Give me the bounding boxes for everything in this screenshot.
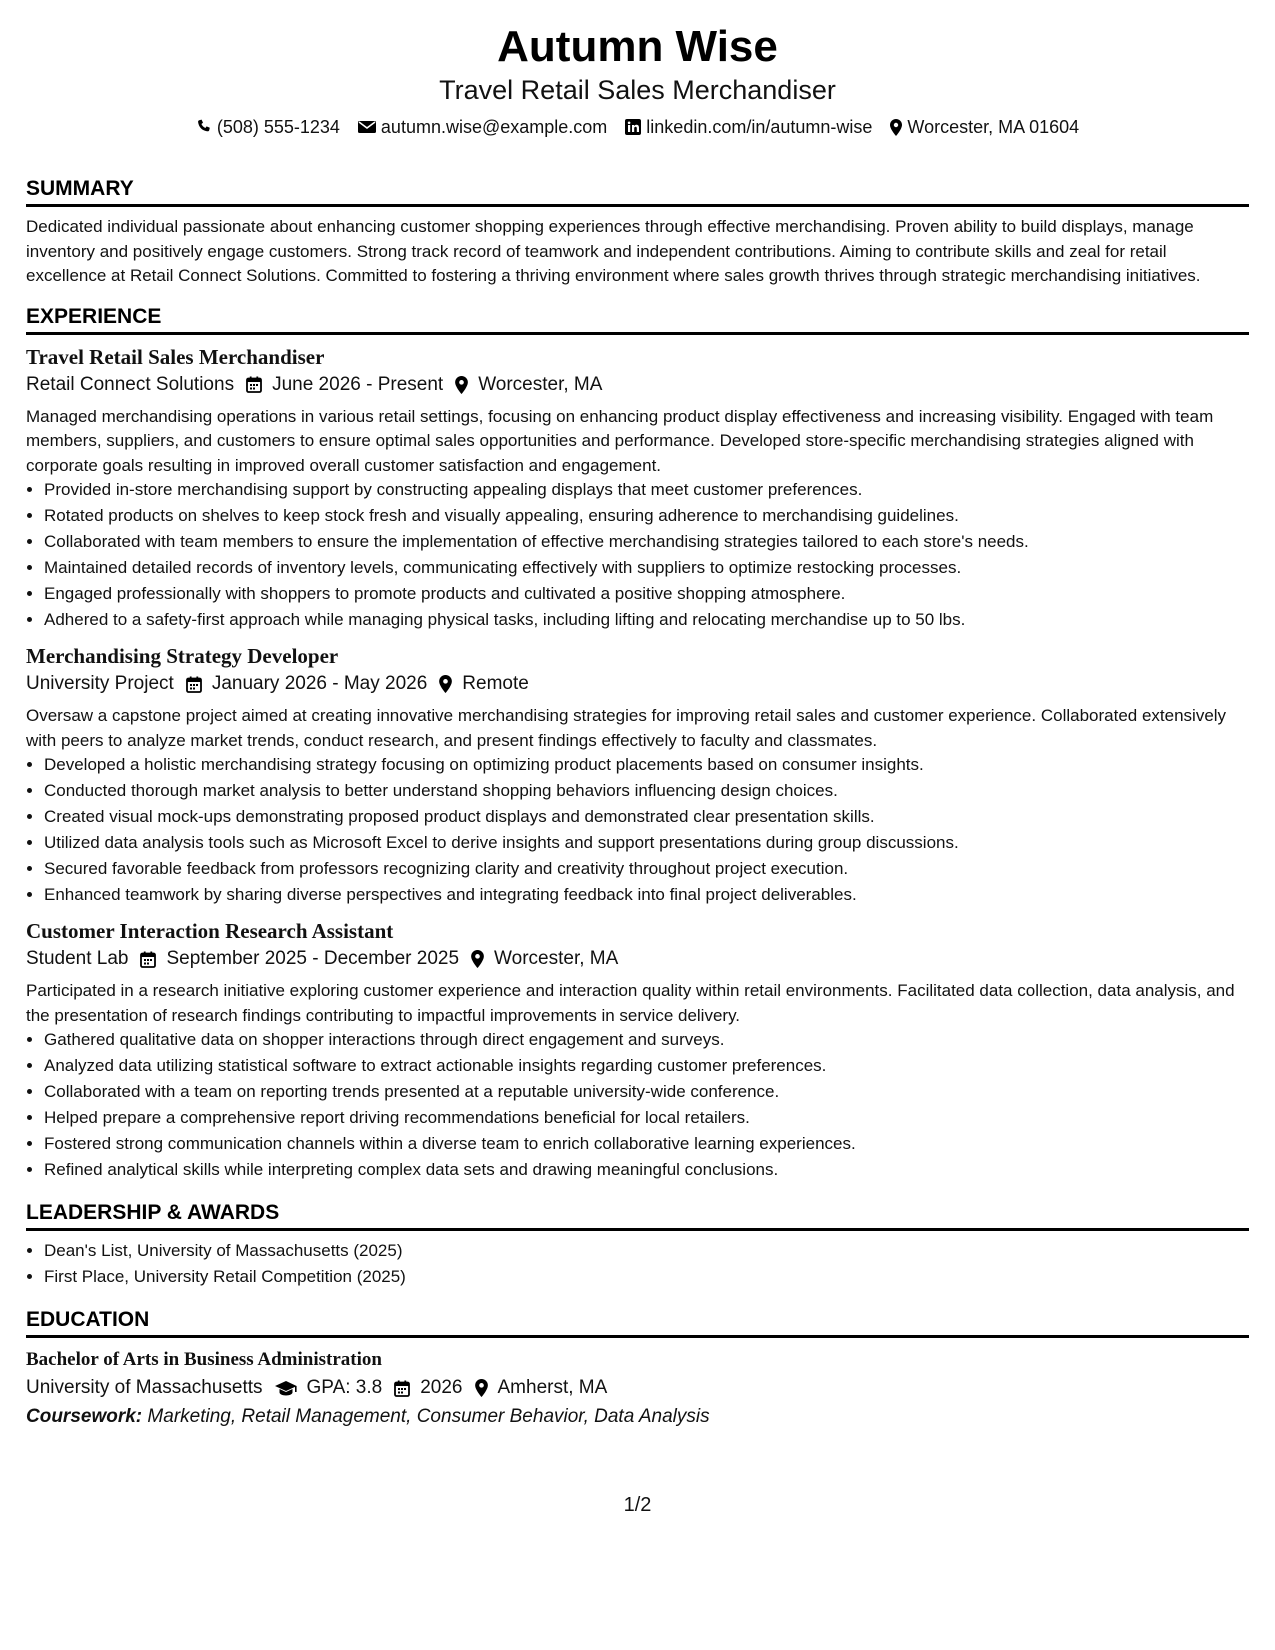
list-item: • Gathered qualitative data on shopper interactions through direct engagement and surveys. — [44, 1028, 1249, 1052]
school-location: Amherst, MA — [497, 1377, 608, 1398]
job-dates: June 2026 - Present — [272, 373, 444, 395]
list-item: • Collaborated with team members to ensure the implementation of effective merchandising strategies tailored to each store's needs. — [44, 530, 1249, 554]
job-entry — [26, 642, 1249, 907]
awards-heading: LEADERSHIP & AWARDS — [26, 1200, 1249, 1231]
experience-heading: EXPERIENCE — [26, 304, 1249, 335]
job-bullets — [26, 753, 1249, 907]
job-meta — [26, 670, 1249, 698]
job-title: Merchandising Strategy Developer — [26, 644, 339, 668]
job-description: Oversaw a capstone project aimed at creating innovative merchandising strategies for improving retail sales and customer experience. Collaborated extensively with peers to analyze market trends, conduct research, and present findings effectively to faculty and classmates. — [26, 706, 1227, 750]
job-bullets — [26, 1028, 1249, 1182]
job-title: Customer Interaction Research Assistant — [26, 919, 394, 943]
list-item: • Provided in-store merchandising support by constructing appealing displays that meet customer preferences. — [44, 478, 1249, 502]
list-item: • Created visual mock-ups demonstrating proposed product displays and demonstrated clear presentation skills. — [44, 805, 1249, 829]
job-dates: January 2026 - May 2026 — [211, 673, 428, 694]
job-location: Worcester, MA — [478, 373, 603, 395]
list-item: • Conducted thorough market analysis to better understand shopping behaviors influencing design choices. — [44, 779, 1249, 803]
job-org: Retail Connect Solutions — [26, 373, 235, 395]
awards-section — [26, 1200, 1249, 1289]
list-item: • Dean's List, University of Massachusetts (2025) — [44, 1239, 1249, 1263]
list-item: • Secured favorable feedback from professors recognizing clarity and creativity throughout project execution. — [44, 857, 1249, 881]
job-meta — [26, 945, 1249, 973]
experience-section — [26, 304, 1249, 1183]
graduation-cap-icon — [275, 1380, 297, 1396]
list-item: • Utilized data analysis tools such as Microsoft Excel to derive insights and support presentations during group discussions. — [44, 831, 1249, 855]
list-item: • Fostered strong communication channels within a diverse team to enrich collaborative learning experiences. — [44, 1132, 1249, 1156]
job-org: Student Lab — [26, 948, 129, 969]
list-item: • Enhanced teamwork by sharing diverse perspectives and integrating feedback into final project deliverables. — [44, 883, 1249, 907]
education-heading: EDUCATION — [26, 1307, 1249, 1338]
graduation-year: 2026 — [420, 1377, 463, 1398]
contact-phone[interactable] — [196, 116, 340, 138]
candidate-headline: Travel Retail Sales Merchandiser — [439, 75, 836, 105]
location-text: Worcester, MA 01604 — [907, 117, 1080, 137]
page-number: 1/2 — [623, 1494, 652, 1516]
list-item: • Engaged professionally with shoppers to promote products and cultivated a positive shopping atmosphere. — [44, 582, 1249, 606]
list-item: • First Place, University Retail Competition (2025) — [44, 1265, 1249, 1289]
list-item: • Helped prepare a comprehensive report driving recommendations beneficial for local retailers. — [44, 1106, 1249, 1130]
calendar-icon — [140, 951, 156, 968]
map-pin-icon — [439, 675, 452, 693]
coursework — [26, 1402, 1249, 1432]
list-item: • Rotated products on shelves to keep stock fresh and visually appealing, ensuring adherence to merchandising guidelines. — [44, 504, 1249, 528]
list-item: • Developed a holistic merchandising strategy focusing on optimizing product placements based on consumer insights. — [44, 753, 1249, 777]
phone-icon — [196, 119, 212, 135]
list-item: • Refined analytical skills while interpreting complex data sets and drawing meaningful conclusions. — [44, 1158, 1249, 1182]
list-item: • Analyzed data utilizing statistical software to extract actionable insights regarding customer preferences. — [44, 1054, 1249, 1078]
phone-text: (508) 555-1234 — [216, 117, 340, 137]
summary-heading: SUMMARY — [26, 176, 1249, 207]
coursework-label: Coursework: — [26, 1406, 143, 1427]
job-description: Managed merchandising operations in various retail settings, focusing on enhancing product display effectiveness and increasing visibility. Engaged with team members, suppliers, and customers to ensure optimal sales opportunities and performance. Developed store-specific merchandising strategies aligned with corporate goals resulting in improved overall customer satisfaction and engagement. — [26, 406, 1214, 475]
education-meta — [26, 1374, 1249, 1402]
job-description: Participated in a research initiative exploring customer experience and interaction quality within retail environments. Facilitated data collection, data analysis, and the presentation of research findings contributing to impactful improvements in service delivery. — [26, 981, 1235, 1025]
school-name: University of Massachusetts — [26, 1377, 263, 1398]
job-location: Worcester, MA — [494, 948, 619, 969]
list-item: • Maintained detailed records of inventory levels, communicating effectively with suppliers to optimize restocking processes. — [44, 556, 1249, 580]
linkedin-icon — [625, 119, 641, 135]
contact-email[interactable] — [358, 116, 607, 138]
degree-title: Bachelor of Arts in Business Administration — [26, 1349, 382, 1370]
job-meta — [26, 371, 1249, 399]
calendar-icon — [186, 676, 202, 693]
email-text: autumn.wise@example.com — [380, 117, 608, 137]
map-pin-icon — [471, 950, 484, 968]
map-pin-icon — [890, 119, 902, 136]
contact-location — [890, 116, 1079, 138]
list-item: • Collaborated with a team on reporting trends presented at a reputable university-wide conference. — [44, 1080, 1249, 1104]
contact-linkedin[interactable] — [625, 116, 872, 138]
resume-header — [26, 0, 1249, 138]
job-org: University Project — [26, 673, 174, 694]
job-entry — [26, 343, 1249, 633]
calendar-icon — [246, 376, 262, 393]
map-pin-icon — [455, 376, 468, 394]
contact-row — [26, 116, 1249, 138]
education-section — [26, 1307, 1249, 1432]
map-pin-icon — [475, 1379, 488, 1397]
job-bullets — [26, 478, 1249, 632]
list-item: • Adhered to a safety-first approach while managing physical tasks, including lifting and relocating merchandise up to 50 lbs. — [44, 608, 1249, 632]
job-dates: September 2025 - December 2025 — [166, 948, 460, 969]
awards-list — [26, 1239, 1249, 1289]
job-location: Remote — [462, 673, 529, 694]
candidate-name: Autumn Wise — [497, 22, 778, 71]
job-title: Travel Retail Sales Merchandiser — [26, 344, 325, 369]
envelope-icon — [358, 120, 376, 134]
coursework-list: Marketing, Retail Management, Consumer Behavior, Data Analysis — [147, 1406, 710, 1427]
job-entry — [26, 917, 1249, 1182]
gpa: GPA: 3.8 — [306, 1377, 383, 1398]
summary-section — [26, 176, 1249, 289]
linkedin-text: linkedin.com/in/autumn-wise — [646, 117, 873, 137]
summary-text: Dedicated individual passionate about enhancing customer shopping experiences through effective merchandising. Proven ability to build displays, manage inventory and positively engage customers. Strong track record of teamwork and independent contributions. Aiming to contribute skills and zeal for retail excellence at Retail Connect Solutions. Committed to fostering a thriving environment where sales growth thrives through strategic merchandising initiatives. — [26, 217, 1201, 285]
calendar-icon — [394, 1380, 410, 1397]
